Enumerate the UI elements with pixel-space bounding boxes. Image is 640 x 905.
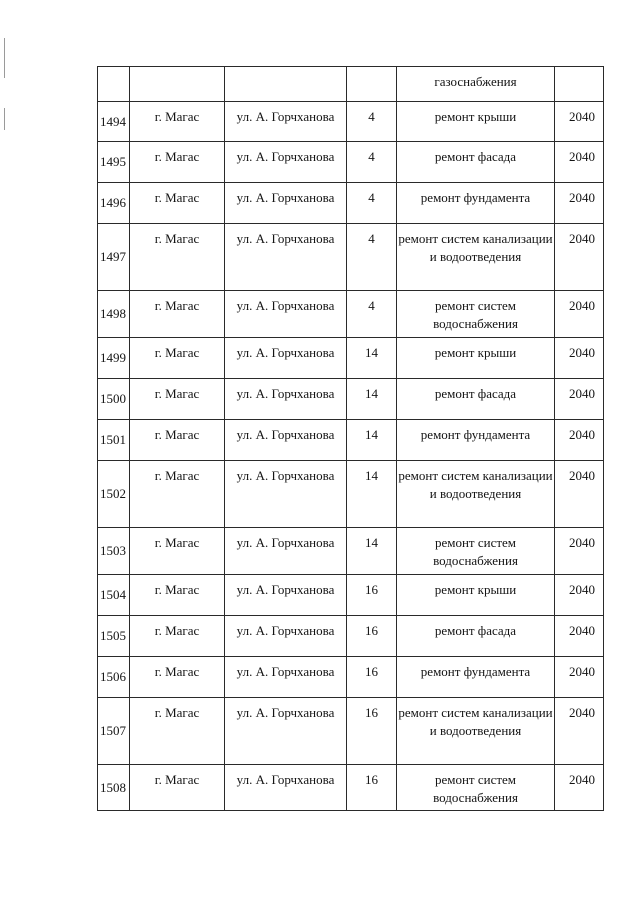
table-row	[98, 142, 604, 183]
cell-number: 1494	[98, 102, 130, 142]
cell-work-type: ремонт фундамента	[397, 657, 555, 698]
cell-year: 2040	[555, 420, 604, 461]
cell-house	[347, 67, 397, 102]
cell-number: 1500	[98, 379, 130, 420]
cell-work-type: ремонт фасада	[397, 379, 555, 420]
cell-year: 2040	[555, 616, 604, 657]
cell-work-type: ремонт систем водоснабжения	[397, 765, 555, 811]
cell-year: 2040	[555, 291, 604, 338]
document-table-container	[97, 66, 603, 811]
cell-street	[225, 67, 347, 102]
table-row	[98, 765, 604, 811]
cell-work-type: ремонт фундамента	[397, 420, 555, 461]
cell-year: 2040	[555, 142, 604, 183]
cell-city	[130, 67, 225, 102]
cell-house: 14	[347, 461, 397, 528]
cell-street: ул. А. Горчханова	[225, 379, 347, 420]
cell-city: г. Магас	[130, 142, 225, 183]
table-row	[98, 698, 604, 765]
table-row	[98, 102, 604, 142]
cell-year: 2040	[555, 575, 604, 616]
cell-year: 2040	[555, 102, 604, 142]
cell-city: г. Магас	[130, 698, 225, 765]
cell-number: 1502	[98, 461, 130, 528]
cell-work-type: ремонт систем водоснабжения	[397, 291, 555, 338]
cell-year: 2040	[555, 461, 604, 528]
housing-repair-table	[97, 66, 604, 811]
cell-number: 1498	[98, 291, 130, 338]
cell-city: г. Магас	[130, 379, 225, 420]
cell-number	[98, 67, 130, 102]
cell-city: г. Магас	[130, 461, 225, 528]
cell-city: г. Магас	[130, 420, 225, 461]
cell-work-type: ремонт фасада	[397, 616, 555, 657]
cell-street: ул. А. Горчханова	[225, 338, 347, 379]
cell-house: 16	[347, 698, 397, 765]
cell-city: г. Магас	[130, 616, 225, 657]
cell-work-type: ремонт систем канализации и водоотведения	[397, 224, 555, 291]
table-row	[98, 291, 604, 338]
table-row	[98, 461, 604, 528]
cell-street: ул. А. Горчханова	[225, 183, 347, 224]
cell-year: 2040	[555, 528, 604, 575]
table-row	[98, 379, 604, 420]
cell-number: 1495	[98, 142, 130, 183]
cell-street: ул. А. Горчханова	[225, 224, 347, 291]
cell-number: 1505	[98, 616, 130, 657]
cell-street: ул. А. Горчханова	[225, 657, 347, 698]
table-row	[98, 657, 604, 698]
table-body	[98, 67, 604, 811]
cell-street: ул. А. Горчханова	[225, 142, 347, 183]
table-row	[98, 575, 604, 616]
scan-margin-mark-bottom	[4, 108, 5, 130]
cell-house: 14	[347, 338, 397, 379]
cell-house: 16	[347, 657, 397, 698]
cell-work-type: ремонт крыши	[397, 338, 555, 379]
table-row	[98, 420, 604, 461]
cell-year	[555, 67, 604, 102]
cell-number: 1508	[98, 765, 130, 811]
cell-house: 4	[347, 291, 397, 338]
cell-street: ул. А. Горчханова	[225, 420, 347, 461]
cell-number: 1496	[98, 183, 130, 224]
cell-city: г. Магас	[130, 657, 225, 698]
cell-city: г. Магас	[130, 183, 225, 224]
cell-street: ул. А. Горчханова	[225, 291, 347, 338]
table-row	[98, 338, 604, 379]
cell-number: 1504	[98, 575, 130, 616]
cell-street: ул. А. Горчханова	[225, 698, 347, 765]
table-row	[98, 224, 604, 291]
cell-street: ул. А. Горчханова	[225, 102, 347, 142]
cell-work-type: ремонт фундамента	[397, 183, 555, 224]
cell-number: 1499	[98, 338, 130, 379]
cell-year: 2040	[555, 765, 604, 811]
cell-number: 1503	[98, 528, 130, 575]
cell-work-type: ремонт крыши	[397, 575, 555, 616]
cell-city: г. Магас	[130, 575, 225, 616]
table-row-continued	[98, 67, 604, 102]
table-row	[98, 616, 604, 657]
cell-year: 2040	[555, 698, 604, 765]
cell-house: 14	[347, 528, 397, 575]
cell-year: 2040	[555, 379, 604, 420]
cell-number: 1501	[98, 420, 130, 461]
table-row	[98, 183, 604, 224]
cell-work-type: ремонт систем водоснабжения	[397, 528, 555, 575]
cell-number: 1506	[98, 657, 130, 698]
cell-city: г. Магас	[130, 338, 225, 379]
cell-street: ул. А. Горчханова	[225, 575, 347, 616]
scan-margin-mark-top	[4, 38, 5, 78]
cell-house: 4	[347, 224, 397, 291]
cell-street: ул. А. Горчханова	[225, 528, 347, 575]
cell-work-type: газоснабжения	[397, 67, 555, 102]
cell-street: ул. А. Горчханова	[225, 616, 347, 657]
cell-house: 14	[347, 379, 397, 420]
cell-street: ул. А. Горчханова	[225, 461, 347, 528]
cell-year: 2040	[555, 657, 604, 698]
cell-year: 2040	[555, 224, 604, 291]
cell-city: г. Магас	[130, 765, 225, 811]
cell-work-type: ремонт систем канализации и водоотведения	[397, 461, 555, 528]
cell-house: 4	[347, 142, 397, 183]
cell-city: г. Магас	[130, 291, 225, 338]
cell-year: 2040	[555, 183, 604, 224]
cell-work-type: ремонт фасада	[397, 142, 555, 183]
cell-number: 1497	[98, 224, 130, 291]
cell-work-type: ремонт крыши	[397, 102, 555, 142]
cell-house: 16	[347, 765, 397, 811]
cell-house: 16	[347, 616, 397, 657]
cell-year: 2040	[555, 338, 604, 379]
cell-city: г. Магас	[130, 102, 225, 142]
cell-house: 14	[347, 420, 397, 461]
cell-city: г. Магас	[130, 528, 225, 575]
cell-house: 4	[347, 102, 397, 142]
cell-house: 16	[347, 575, 397, 616]
table-row	[98, 528, 604, 575]
cell-house: 4	[347, 183, 397, 224]
cell-street: ул. А. Горчханова	[225, 765, 347, 811]
cell-work-type: ремонт систем канализации и водоотведения	[397, 698, 555, 765]
cell-city: г. Магас	[130, 224, 225, 291]
cell-number: 1507	[98, 698, 130, 765]
